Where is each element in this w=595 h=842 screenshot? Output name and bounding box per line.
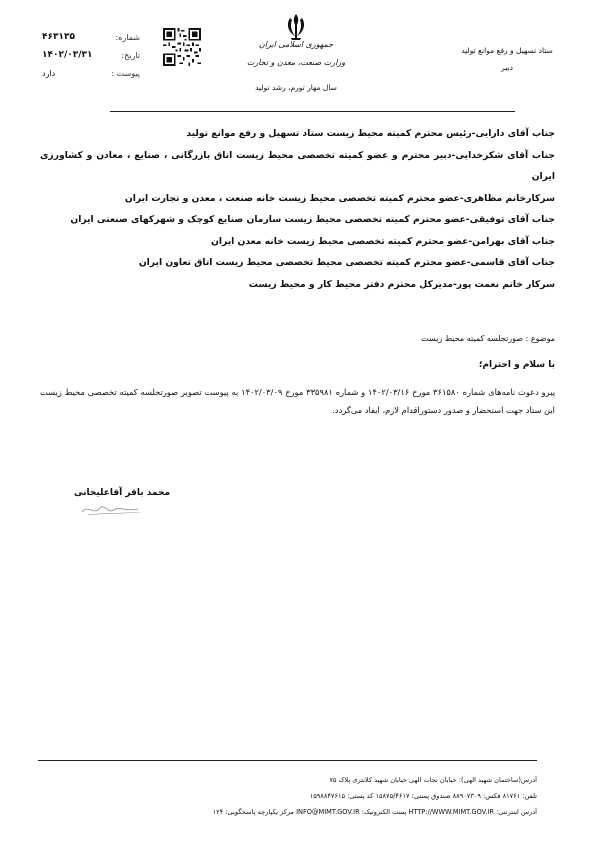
recipient: سرکار خانم نعمت پور-مدیرکل محترم دفتر محیط کار و محیط زیست (248, 278, 555, 290)
recipients-list (40, 123, 555, 295)
recipient: جناب آقای بهرامن-عضو محترم کمیته تخصصی محیط زیست خانه معدن ایران (210, 235, 555, 247)
letter-date-row (40, 46, 140, 64)
footer-web: آدرس اینترنتی: HTTP://WWW.MIMT.GOV.IR پست الکترونیک: INFO@MIMT.GOV.IR مرکز یکپارچه پاسخگویی: ۱۲۴ (212, 808, 537, 816)
letter-meta (40, 28, 140, 82)
signature-icon (78, 498, 148, 520)
date-label: تاریخ: (121, 50, 140, 60)
department-role: دبیر (501, 63, 513, 72)
year-motto: سال مهار تورم، رشد تولید (255, 83, 337, 92)
letter-subject: موضوع : صورتجلسه کمیته محیط زیست (421, 334, 555, 343)
attachment-row (40, 64, 140, 82)
recipient: جناب آقای قاسمی-عضو محترم کمیته تخصصی محیط تخصصی محیط زیست اتاق تعاون ایران (138, 257, 555, 268)
letter-greeting: با سلام و احترام؛ (478, 360, 555, 370)
letter-body: پیرو دعوت نامه‌های شماره ۳۶۱۵۸۰ مورخ ۱۴۰۲/۰۳/۱۶ و شماره ۳۳۵۹۸۱ مورخ ۱۴۰۲/۰۳/۰۹ به پیوست تصویر صورتجلسه کمیته تخصصی محیط زیست این ستاد جهت استحضار و صدور دستوراقدام لازم، ایفاد می‌گردد. (40, 387, 556, 415)
footer (37, 772, 537, 820)
ministry-heading (228, 40, 364, 68)
header-divider (110, 111, 515, 112)
attachment-value: دارد (42, 68, 56, 78)
ministry-name: وزارت صنعت، معدن و تجارت (246, 58, 346, 67)
number-label: شماره: (115, 32, 140, 42)
letter-number-row (40, 28, 140, 46)
republic-name: جمهوری اسلامی ایران (258, 40, 334, 49)
letter-number: ۴۶۳۱۳۵ (42, 32, 75, 42)
qr-code-icon (163, 28, 201, 66)
recipient: جناب آقای دارایی-رئیس محترم کمیته محیط زیست ستاد تسهیل و رفع موانع تولید (186, 128, 555, 139)
department-block (447, 42, 567, 76)
iran-emblem-icon (283, 12, 309, 42)
letter-date: ۱۴۰۲/۰۳/۳۱ (42, 50, 93, 60)
attachment-label: پیوست : (111, 68, 140, 78)
department-name: ستاد تسهیل و رفع موانع تولید (461, 46, 553, 55)
footer-divider (38, 760, 537, 761)
footer-phones: تلفن: ۸۱۷۶۱ فکس: ۸۸۹۰۷۳۰۹ صندوق پستی: ۱۵۸۷۵/۴۶۱۷ کد پستی: ۱۵۹۸۸۴۷۶۱۵ (309, 792, 537, 800)
recipient: سرکارخانم مظاهری-عضو محترم کمیته تخصصی محیط زیست خانه صنعت ، معدن و تجارت ایران (124, 192, 555, 204)
footer-address: آدرس(ساختمان شهید الهی): خیابان نجات الهی خیابان شهید کلانتری پلاک ۷۵ (329, 776, 537, 784)
recipient: جناب آقای شکرخدایی-دبیر محترم و عضو کمیته تخصصی محیط زیست اتاق بازرگانی ، صنایع ، معادن و کشاورزی ایران (40, 149, 555, 182)
recipient: جناب آقای توفیقی-عضو محترم کمیته تخصصی محیط زیست سازمان صنایع کوچک و شهرکهای صنعتی ایران (70, 214, 555, 225)
signer-name: محمد باقر آقاعلیخانی (74, 488, 171, 498)
